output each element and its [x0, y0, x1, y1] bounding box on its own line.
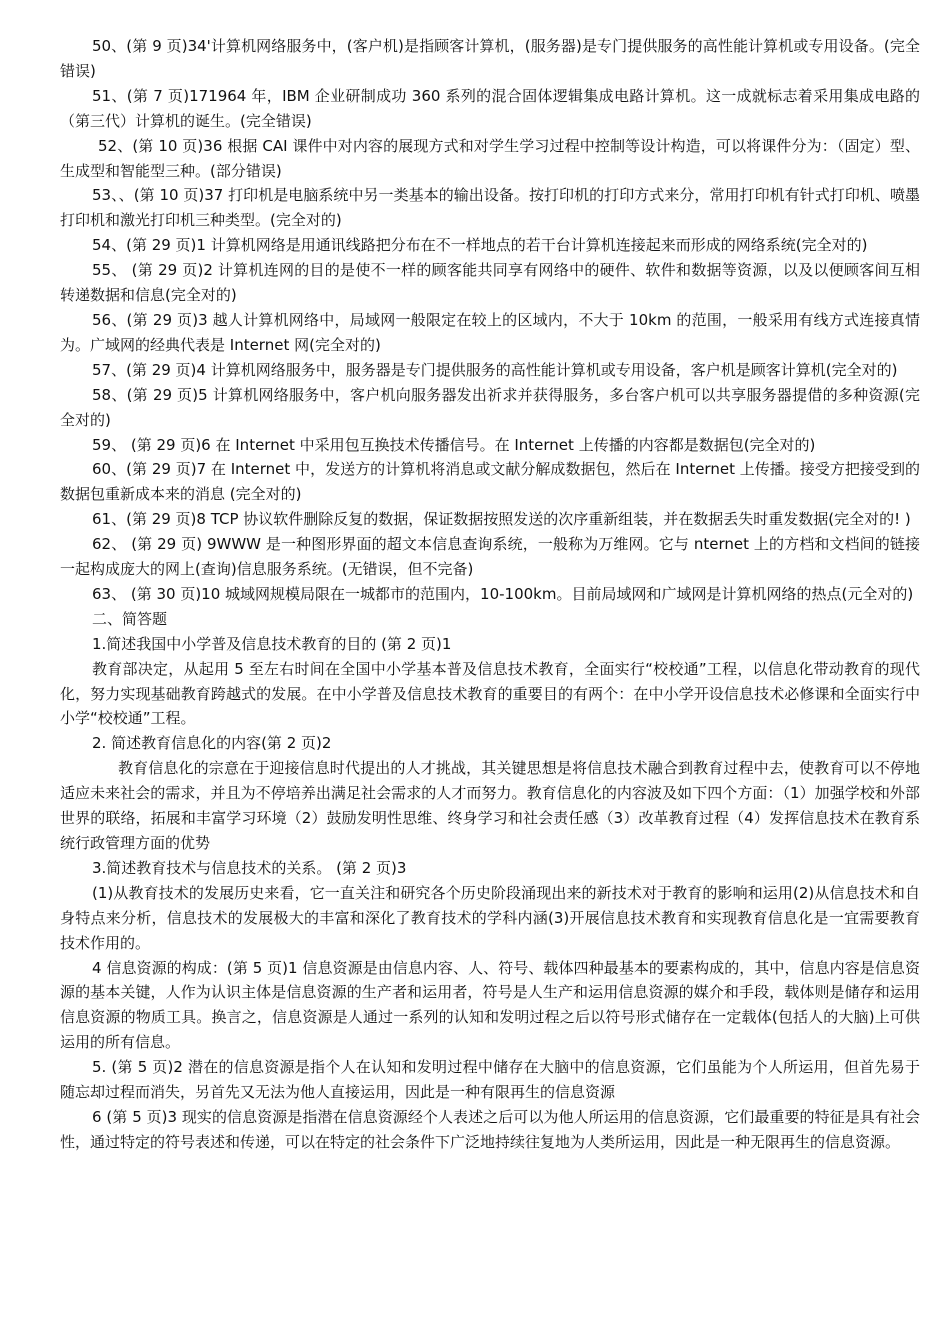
paragraph-item-53: 53、、(第 10 页)37 打印机是电脑系统中另一类基本的输出设备。按打印机的打印方式来分，常用打印机有针式打印机、喷墨打印机和激光打印机三种类型。(完全对的) — [60, 186, 920, 230]
question-1-answer: 教育部决定，从起用 5 至左右时间在全国中小学基本普及信息技术教育，全面实行“校校通”工程，以信息化带动教育的现代化，努力实现基础教育跨越式的发展。在中小学普及信息技术教育的重要目的有两个：在中小学开设信息技术必修课和全面实行中小学“校校通”工程。 — [60, 659, 920, 728]
paragraph-item-59: 59、 (第 29 页)6 在 Internet 中采用包互换技术传播信号。在 Internet 上传播的内容都是数据包(完全对的) — [92, 435, 816, 454]
paragraph-item-56: 56、(第 29 页)3 越人计算机网络中，局域网一般限定在较上的区域内，不大于 10km 的范围，一般采用有线方式连接真情为。广域网的经典代表是 Internet 网(完全对的) — [60, 310, 920, 354]
paragraph-item-61: 61、(第 29 页)8 TCP 协议软件删除反复的数据，保证数据按照发送的次序重新组装，并在数据丢失时重发数据(完全对的! ) — [92, 510, 911, 529]
paragraph-item-52: 52、(第 10 页)36 根据 CAI 课件中对内容的展现方式和对学生学习过程中控制等设计构造，可以将课件分为：（固定）型、生成型和智能型三种。(部分错误) — [60, 136, 920, 180]
question-6-paragraph: 6 (第 5 页)3 现实的信息资源是指潜在信息资源经个人表述之后可以为他人所运用的信息资源，它们最重要的特征是具有社会性，通过特定的符号表述和传递，可以在特定的社会条件下广泛地持续往复地为人类所运用，因此是一种无限再生的信息资源。 — [60, 1107, 920, 1151]
paragraph-item-55: 55、 (第 29 页)2 计算机连网的目的是使不一样的顾客能共同享有网络中的硬件、软件和数据等资源，以及以便顾客间互相转递数据和信息(完全对的) — [60, 261, 920, 305]
paragraph-item-54: 54、(第 29 页)1 计算机网络是用通讯线路把分布在不一样地点的若干台计算机连接起来而形成的网络系统(完全对的) — [92, 236, 868, 255]
question-3-answer: (1)从教育技术的发展历史来看，它一直关注和研究各个历史阶段涌现出来的新技术对于教育的影响和运用(2)从信息技术和自身特点来分析，信息技术的发展极大的丰富和深化了教育技术的学科内涵(3)开展信息技术教育和实现教育信息化是一宜需要教育技术作用的。 — [60, 883, 920, 952]
paragraph-item-63: 63、 (第 30 页)10 城域网规模局限在一城都市的范围内，10-100km。目前局域网和广域网是计算机网络的热点(元全对的) — [92, 584, 914, 603]
section-heading: 二、简答题 — [92, 609, 168, 628]
question-4-paragraph: 4 信息资源的构成：(第 5 页)1 信息资源是由信息内容、人、符号、载体四种最基本的要素构成的，其中，信息内容是信息资源的基本关键，人作为认识主体是信息资源的生产者和运用者，符号是人生产和运用信息资源的媒介和手段，载体则是储存和运用信息资源的物质工具。换言之，信息资源是人通过一系列的认知和发明过程之后以符号形式储存在一定载体(包括人的大脑)上可供运用的所有信息。 — [60, 958, 920, 1052]
paragraph-item-57: 57、(第 29 页)4 计算机网络服务中，服务器是专门提供服务的高性能计算机或专用设备，客户机是顾客计算机(完全对的) — [92, 360, 898, 379]
paragraph-item-50: 50、(第 9 页)34'计算机网络服务中，(客户机)是指顾客计算机，(服务器)是专门提供服务的高性能计算机或专用设备。(完全错误) — [60, 37, 920, 80]
question-3-heading: 3.简述教育技术与信息技术的关系。 (第 2 页)3 — [92, 858, 407, 877]
paragraph-item-60: 60、(第 29 页)7 在 Internet 中，发送方的计算机将消息或文献分解成数据包，然后在 Internet 上传播。接受方把接受到的数据包重新成本来的消息 (完全对的) — [60, 460, 920, 504]
question-1-heading: 1.简述我国中小学普及信息技术教育的目的 (第 2 页)1 — [92, 634, 452, 653]
paragraph-item-58: 58、(第 29 页)5 计算机网络服务中，客户机向服务器发出祈求并获得服务，多台客户机可以共享服务器提借的多种资源(完全对的) — [60, 385, 920, 429]
question-2-answer: 教育信息化的宗意在于迎接信息时代提出的人才挑战，其关键思想是将信息技术融合到教育过程中去，使教育可以不停地适应未来社会的需求，并且为不停培养出满足社会需求的人才而努力。教育信息化的内容波及如下四个方面：（1）加强学校和外部世界的联络，拓展和丰富学习环境（2）鼓励发明性思维、终身学习和社会责任感（3）改革教育过程（4）发挥信息技术在教育系统行政管理方面的优势 — [60, 759, 920, 852]
paragraph-item-62: 62、 (第 29 页) 9WWW 是一种图形界面的超文本信息查询系统，一般称为万维网。它与 nternet 上的方档和文档间的链接一起构成庞大的网上(查询)信息服务系统。(无错误，但不完备) — [60, 535, 920, 579]
question-2-heading: 2. 简述教育信息化的内容(第 2 页)2 — [92, 734, 332, 753]
paragraph-item-51: 51、(第 7 页)171964 年，IBM 企业研制成功 360 系列的混合固体逻辑集成电路计算机。这一成就标志着采用集成电路的（第三代）计算机的诞生。(完全错误) — [60, 86, 920, 130]
question-5-paragraph: 5. (第 5 页)2 潜在的信息资源是指个人在认知和发明过程中储存在大脑中的信息资源，它们虽能为个人所运用，但首先易于随忘却过程而消失，另首先又无法为他人直接运用，因此是一种有限再生的信息资源 — [60, 1058, 920, 1102]
